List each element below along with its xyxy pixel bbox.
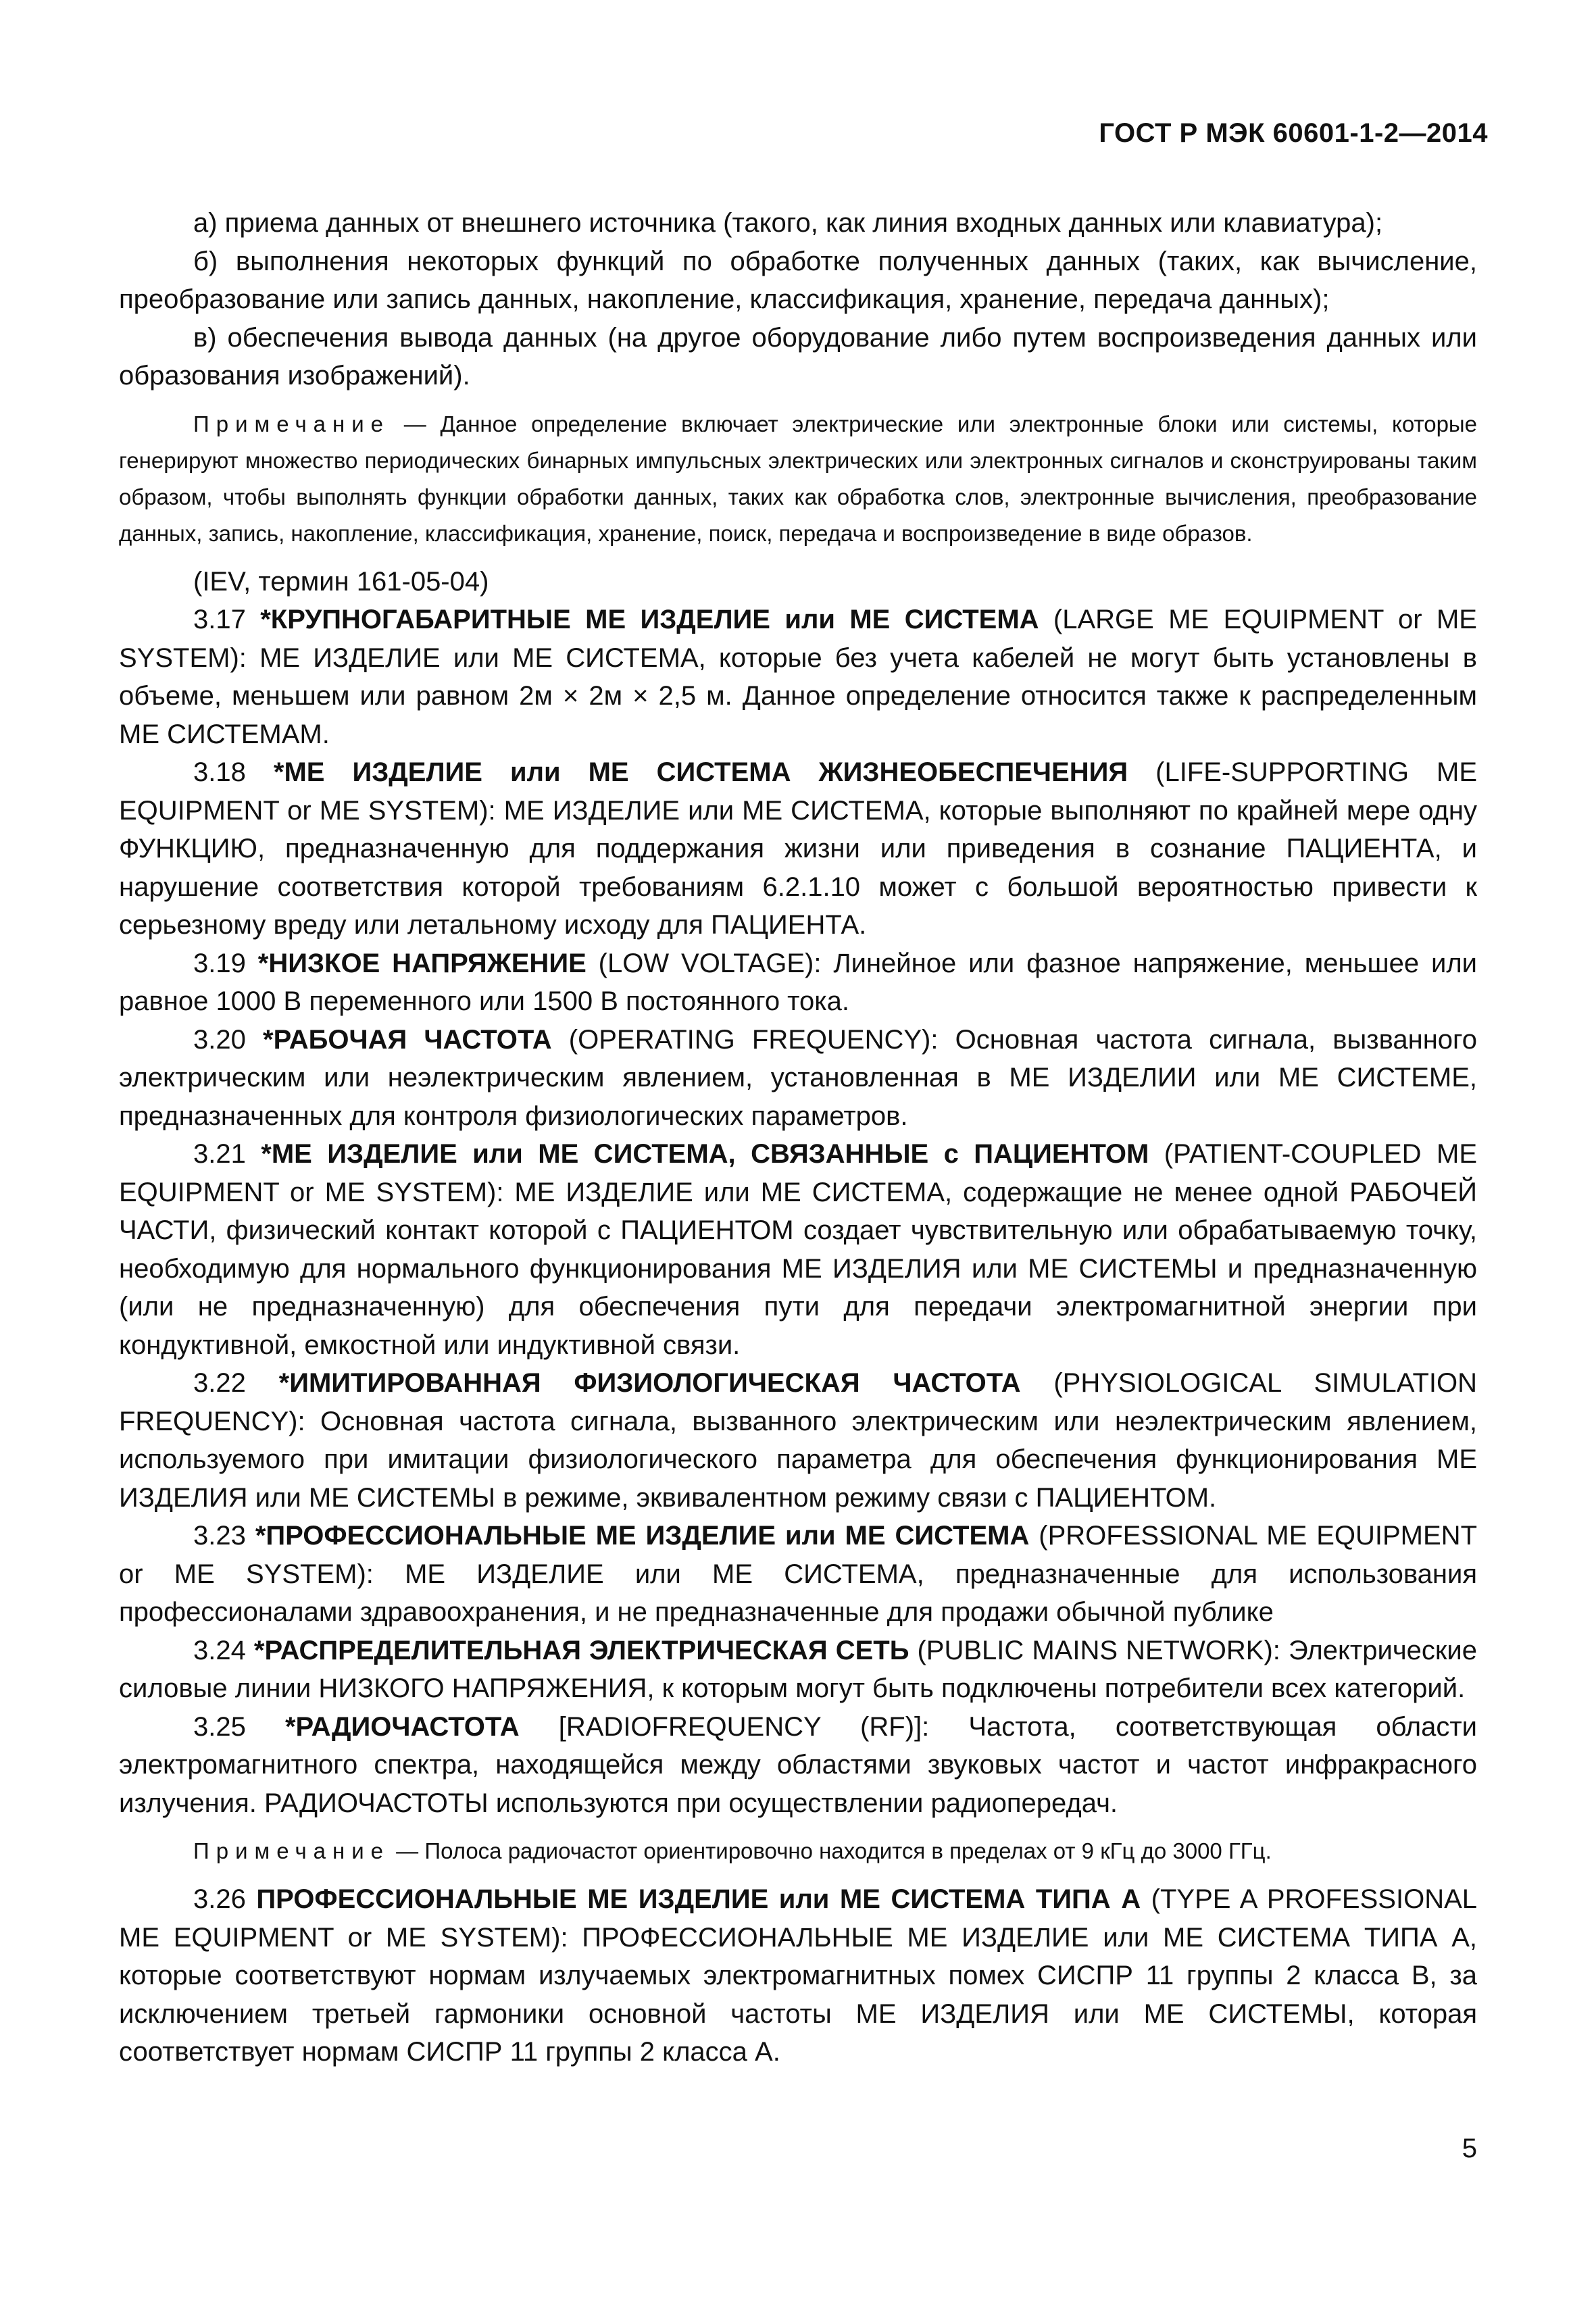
definition-term: *НИЗКОЕ НАПРЯЖЕНИЕ <box>257 948 587 978</box>
definition-3-21 <box>119 1135 1477 1364</box>
definition-3-25 <box>119 1708 1477 1823</box>
definition-number: 3.26 <box>193 1884 257 1914</box>
document-header: ГОСТ Р МЭК 60601-1-2—2014 <box>1099 118 1488 148</box>
definition-text: (PROFESSIONAL ME EQUIPMENT or ME SYSTEM): МЕ ИЗДЕЛИЕ или МЕ СИСТЕМА, предназначенные для использования профессионалами здравоохранения, и не предназначенные для продажи обычной публике <box>119 1521 1477 1627</box>
definition-term: ПРОФЕССИОНАЛЬНЫЕ МЕ ИЗДЕЛИЕ или МЕ СИСТЕМА ТИПА А <box>256 1884 1141 1914</box>
definition-term: *РАСПРЕДЕЛИТЕЛЬНАЯ ЭЛЕКТРИЧЕСКАЯ СЕТЬ <box>253 1635 909 1665</box>
definition-3-17 <box>119 601 1477 753</box>
definition-number: 3.18 <box>193 757 274 787</box>
note-dash: — <box>390 411 441 436</box>
definition-3-19 <box>119 945 1477 1021</box>
definition-text: (LIFE-SUPPORTING ME EQUIPMENT or ME SYSTEM): МЕ ИЗДЕЛИЕ или МЕ СИСТЕМА, которые выполняют по крайней мере одну ФУНКЦИЮ, предназначенную для поддержания жизни или приведения в сознание ПАЦИЕНТА, и нарушение соответствия которой требованиям 6.2.1.10 может с большой вероятностью привести к серьезному вреду или летальному исходу для ПАЦИЕНТА. <box>119 757 1478 940</box>
definition-number: 3.25 <box>193 1711 285 1742</box>
definition-term: *РАДИОЧАСТОТА <box>284 1711 520 1742</box>
list-item-c: в) обеспечения вывода данных (на другое оборудование либо путем воспроизведения данных или образования изображений). <box>119 322 1477 391</box>
definition-term: *КРУПНОГАБАРИТНЫЕ МЕ ИЗДЕЛИЕ или МЕ СИСТЕМА <box>260 605 1039 634</box>
iev-reference: (IEV, термин 161-05-04) <box>193 566 489 597</box>
note-label: Примечание <box>193 411 391 436</box>
definition-term: *ПРОФЕССИОНАЛЬНЫЕ МЕ ИЗДЕЛИЕ или МЕ СИСТЕМА <box>255 1521 1030 1551</box>
definition-text: (PUBLIC MAINS NETWORK): Электрические силовые линии НИЗКОГО НАПРЯЖЕНИЯ, к которым могут быть подключены потребители всех категорий. <box>119 1635 1477 1703</box>
definition-number: 3.19 <box>193 948 258 978</box>
list-item-a: а) приема данных от внешнего источника (такого, как линия входных данных или клавиатура); <box>193 208 1383 238</box>
definition-3-23 <box>119 1517 1477 1632</box>
note-label: Примечание <box>193 1838 391 1863</box>
definition-3-18 <box>119 753 1477 945</box>
definition-number: 3.22 <box>193 1368 279 1398</box>
definition-3-24 <box>119 1632 1477 1708</box>
definition-term: *МЕ ИЗДЕЛИЕ или МЕ СИСТЕМА, СВЯЗАННЫЕ с ПАЦИЕНТОМ <box>261 1139 1149 1169</box>
definition-number: 3.21 <box>193 1139 261 1169</box>
definition-3-20 <box>119 1021 1477 1136</box>
note-1 <box>119 406 1477 552</box>
definition-text: (OPERATING FREQUENCY): Основная частота сигнала, вызванного электрическим или неэлектрическим явлением, установленная в МЕ ИЗДЕЛИИ или МЕ СИСТЕМЕ, предназначенных для контроля физиологических параметров. <box>119 1024 1477 1131</box>
definition-text: (PHYSIOLOGICAL SIMULATION FREQUENCY): Основная частота сигнала, вызванного электрическим или неэлектрическим явлением, используемого при имитации физиологического параметра для обеспечения функционирования МЕ ИЗДЕЛИЯ или МЕ СИСТЕМЫ в режиме, эквивалентном режиму связи с ПАЦИЕНТОМ. <box>119 1368 1478 1513</box>
note-dash: — <box>390 1838 425 1863</box>
definition-text: (PATIENT-COUPLED ME EQUIPMENT or ME SYSTEM): МЕ ИЗДЕЛИЕ или МЕ СИСТЕМА, содержащие не менее одной РАБОЧЕЙ ЧАСТИ, физический контакт которой с ПАЦИЕНТОМ создает чувствительную или обрабатываемую точку, необходимую для нормального функционирования МЕ ИЗДЕЛИЯ или МЕ СИСТЕМЫ и предназначенную (или не предназначенную) для обеспечения пути для передачи электромагнитной энергии при кондуктивной, емкостной или индуктивной связи. <box>119 1139 1478 1360</box>
definition-number: 3.23 <box>193 1521 255 1551</box>
definition-text: (LARGE ME EQUIPMENT or ME SYSTEM): МЕ ИЗДЕЛИЕ или МЕ СИСТЕМА, которые без учета кабелей не могут быть установлены в объеме, меньшем или равном 2м × 2м × 2,5 м. Данное определение относится также к распределенным МЕ СИСТЕМАМ. <box>119 605 1477 749</box>
definition-text: (LOW VOLTAGE): Линейное или фазное напряжение, меньшее или равное 1000 В переменного или 1500 В постоянного тока. <box>119 948 1478 1016</box>
definition-term: *МЕ ИЗДЕЛИЕ или МЕ СИСТЕМА ЖИЗНЕОБЕСПЕЧЕНИЯ <box>273 757 1128 787</box>
document-body <box>119 204 1477 2071</box>
definition-3-26 <box>119 1880 1477 2071</box>
definition-number: 3.17 <box>193 605 261 634</box>
note-text: Полоса радиочастот ориентировочно находится в пределах от 9 кГц до 3000 ГГц. <box>424 1838 1272 1863</box>
definition-text: (TYPE A PROFESSIONAL ME EQUIPMENT or ME SYSTEM): ПРОФЕССИОНАЛЬНЫЕ МЕ ИЗДЕЛИЕ или МЕ СИСТЕМА ТИПА А, которые соответствуют нормам излучаемых электромагнитных помех СИСПР 11 группы 2 класса В, за исключением третьей гармоники основной частоты МЕ ИЗДЕЛИЯ или МЕ СИСТЕМЫ, которая соответствует нормам СИСПР 11 группы 2 класса А. <box>119 1884 1478 2067</box>
definition-number: 3.20 <box>193 1024 264 1055</box>
definition-term: *ИМИТИРОВАННАЯ ФИЗИОЛОГИЧЕСКАЯ ЧАСТОТА <box>278 1368 1021 1398</box>
note-text: Данное определение включает электрические или электронные блоки или системы, которые генерируют множество периодических бинарных импульсных электрических или электронных сигналов и сконструированы таким образом, чтобы выполнять функции обработки данных, таких как обработка слов, электронные вычисления, преобразование данных, запись, накопление, классификация, хранение, поиск, передача и воспроизведение в виде образов. <box>119 411 1477 546</box>
definition-text: [RADIOFREQUENCY (RF)]: Частота, соответствующая области электромагнитного спектра, находящейся между областями звуковых частот и частот инфракрасного излучения. РАДИОЧАСТОТЫ используются при осуществлении радиопередач. <box>119 1711 1477 1818</box>
list-item-b: б) выполнения некоторых функций по обработке полученных данных (таких, как вычисление, преобразование или запись данных, накопление, классификация, хранение, передача данных); <box>119 246 1477 314</box>
definition-3-22 <box>119 1364 1477 1517</box>
page-number: 5 <box>1462 2134 1477 2163</box>
definition-number: 3.24 <box>193 1635 254 1665</box>
note-2 <box>119 1833 1477 1869</box>
definition-term: *РАБОЧАЯ ЧАСТОТА <box>263 1024 552 1055</box>
